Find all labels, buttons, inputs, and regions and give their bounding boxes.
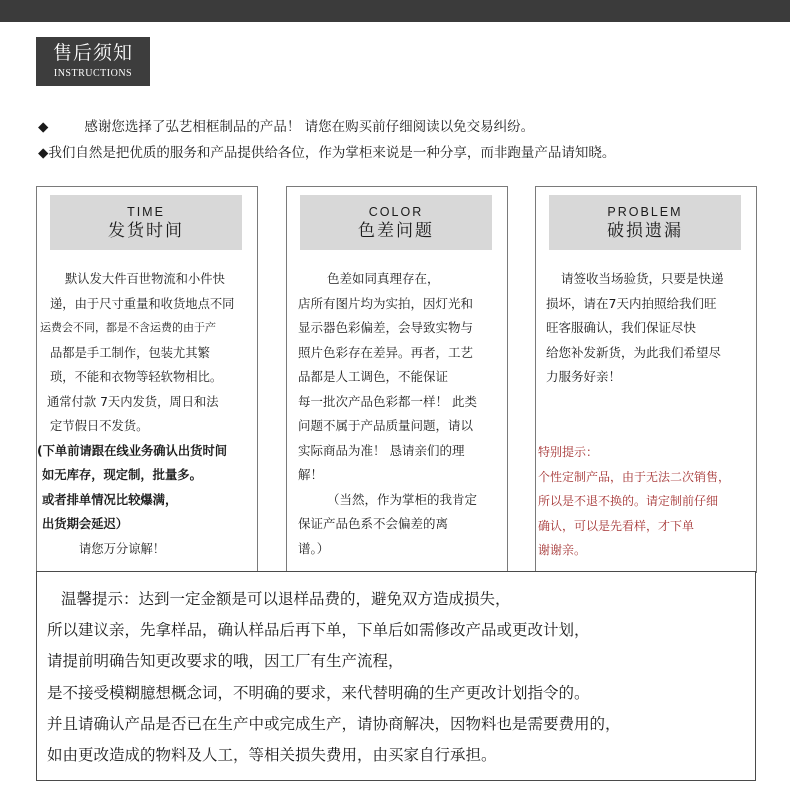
note-line: 谢谢亲。 — [538, 543, 587, 557]
text-line: 给您补发新货，为此我们希望尽 — [546, 344, 722, 360]
text-line: 谱。） — [298, 540, 330, 556]
text-line: 出货期会延迟） — [42, 517, 129, 531]
text-line: 保证产品色系不会偏差的离 — [298, 516, 449, 531]
special-note — [536, 440, 756, 563]
warm-tips-text — [47, 584, 621, 771]
tips-line: 请提前明确告知更改要求的哦，因工厂有生产流程， — [47, 652, 404, 671]
tips-line: 所以建议亲，先拿样品，确认样品后再下单，下单后如需修改产品或更改计划， — [47, 621, 590, 640]
text-line: 照片色彩存在差异。再者，工艺 — [298, 344, 474, 360]
intro-line-1: ◆ 感谢您选择了弘艺相框制品的产品！ 请您在购买前仔细阅读以免交易纠纷。 — [38, 119, 535, 135]
text-line: 每一批次产品色彩都一样！ 此类 — [298, 393, 477, 409]
card-color — [286, 186, 508, 573]
card-time — [36, 186, 258, 573]
diamond-bullet-icon: ◆ — [38, 119, 49, 135]
text-line: 问题不属于产品质量问题，请以 — [298, 418, 474, 433]
text-line: 如无库存，现定制，批量多。 — [42, 468, 202, 482]
card-header — [549, 195, 741, 250]
card-body — [536, 267, 756, 390]
text-line: 琐，不能和衣物等轻软物相比。 — [50, 370, 223, 384]
text-line: 定节假日不发货。 — [50, 419, 149, 433]
card-header — [50, 195, 242, 250]
card-header-en: COLOR — [368, 205, 424, 219]
text-line: 旺客服确认，我们保证尽快 — [546, 320, 697, 335]
card-header-zh: 破损遗漏 — [607, 221, 683, 241]
card-header-en: PROBLEM — [607, 205, 683, 219]
text-line: 实际商品为准！ 恳请亲们的理 — [298, 442, 465, 458]
text-line: 色差如同真理存在， — [327, 271, 440, 286]
card-header — [300, 195, 492, 250]
text-line: 默认发大件百世物流和小件快 — [65, 272, 225, 286]
text-line: 请签收当场验货，只要是快递 — [561, 271, 724, 286]
note-line: 所以是不退不换的。请定制前仔细 — [538, 494, 719, 508]
text-line: 请您万分谅解！ — [79, 541, 166, 556]
text-line: 店所有图片均为实拍，因灯光和 — [298, 295, 474, 311]
text-line: 解！ — [298, 467, 324, 482]
text-line: (下单前请跟在线业务确认出货时间 — [37, 443, 228, 458]
card-header-zh: 发货时间 — [108, 221, 184, 241]
text-line: 或者排单情况比较爆满， — [42, 492, 178, 507]
text-line: 递，由于尺寸重量和收货地点不同 — [50, 296, 235, 311]
text-line: 品都是人工调色，不能保证 — [298, 369, 449, 384]
card-header-en: TIME — [127, 205, 165, 219]
tips-line: 是不接受模糊臆想概念词，不明确的要求，来代替明确的生产更改计划指令的。 — [47, 683, 590, 702]
text-line: 品都是手工制作，包装尤其繁 — [50, 345, 210, 360]
note-line: 特别提示： — [538, 445, 599, 459]
intro-text — [38, 114, 778, 166]
note-line: 个性定制产品，由于无法二次销售， — [538, 469, 731, 484]
text-line: 运费会不同，都是不含运费的由于产 — [40, 321, 216, 334]
text-line: 力服务好亲！ — [546, 369, 622, 384]
text-line: 损坏，请在7天内拍照给我们旺 — [546, 295, 717, 311]
card-body — [287, 267, 507, 561]
tips-line: 温馨提示：达到一定金额是可以退样品费的，避免双方造成损失， — [61, 590, 511, 608]
text-line: 显示器色彩偏差，会导致实物与 — [298, 320, 474, 335]
badge-title: 售后须知 — [52, 42, 133, 64]
note-line: 确认，可以是先看样，才下单 — [538, 518, 695, 533]
card-body — [37, 267, 257, 561]
card-header-zh: 色差问题 — [358, 221, 434, 241]
top-bar — [0, 0, 790, 22]
card-problem — [535, 186, 757, 573]
text-line: 通常付款 7天内发货，周日和法 — [47, 394, 219, 409]
intro-line-2: ◆我们自然是把优质的服务和产品提供给各位，作为掌柜来说是一种分享，而非跑量产品请知晓。 — [38, 145, 616, 161]
tips-line: 并且请确认产品是否已在生产中或完成生产，请协商解决，因物料也是需要费用的， — [47, 714, 621, 733]
warm-tips-box — [36, 571, 756, 781]
section-badge — [36, 37, 150, 86]
badge-subtitle: INSTRUCTIONS — [53, 68, 133, 79]
text-line: （当然，作为掌柜的我肯定 — [327, 491, 478, 507]
tips-line: 如由更改造成的物料及人工，等相关损失费用，由买家自行承担。 — [47, 746, 497, 765]
